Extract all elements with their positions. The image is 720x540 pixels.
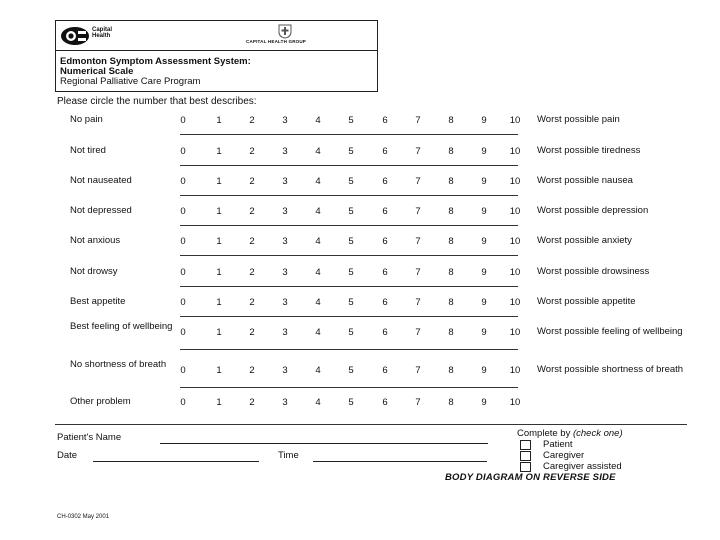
- scale-number[interactable]: 9: [481, 365, 487, 376]
- scale-number[interactable]: 2: [249, 297, 255, 308]
- scale-number[interactable]: 2: [249, 146, 255, 157]
- scale-number[interactable]: 5: [348, 267, 354, 278]
- row-left-label: Best feeling of wellbeing: [70, 321, 173, 332]
- scale-number[interactable]: 2: [249, 176, 255, 187]
- scale-number[interactable]: 1: [216, 236, 222, 247]
- scale-number[interactable]: 7: [415, 397, 421, 408]
- scale-number[interactable]: 8: [448, 146, 454, 157]
- scale-number[interactable]: 5: [348, 176, 354, 187]
- caregiver-checkbox[interactable]: [520, 451, 531, 461]
- scale-number[interactable]: 1: [216, 146, 222, 157]
- caregiver-option-label: Caregiver: [543, 450, 585, 461]
- header-right-divider: [377, 20, 378, 92]
- scale-number[interactable]: 9: [481, 267, 487, 278]
- scale-number[interactable]: 9: [481, 397, 487, 408]
- section-divider: [55, 424, 687, 425]
- scale-number[interactable]: 6: [382, 206, 388, 217]
- capital-health-logo-icon: [60, 26, 90, 46]
- instruction: Please circle the number that best describes:: [57, 96, 257, 107]
- row-right-label: Worst possible drowsiness: [537, 266, 650, 277]
- scale-number[interactable]: 9: [481, 146, 487, 157]
- scale-number[interactable]: 8: [448, 397, 454, 408]
- row-right-label: Worst possible anxiety: [537, 235, 632, 246]
- scale-number[interactable]: 4: [315, 146, 321, 157]
- scale-number[interactable]: 1: [216, 176, 222, 187]
- scale-number[interactable]: 2: [249, 115, 255, 126]
- scale-number[interactable]: 9: [481, 236, 487, 247]
- scale-number[interactable]: 7: [415, 146, 421, 157]
- scale-number[interactable]: 4: [315, 267, 321, 278]
- scale-number[interactable]: 3: [282, 176, 288, 187]
- scale-number[interactable]: 7: [415, 236, 421, 247]
- row-rule: [180, 134, 518, 135]
- scale-number[interactable]: 10: [509, 176, 521, 187]
- scale-number[interactable]: 2: [249, 236, 255, 247]
- row-right-label: Worst possible appetite: [537, 296, 636, 307]
- scale-number[interactable]: 2: [249, 206, 255, 217]
- row-right-label: Worst possible nausea: [537, 175, 633, 186]
- scale-number[interactable]: 6: [382, 327, 388, 338]
- org-name-line2: Health: [92, 33, 111, 39]
- scale-number[interactable]: 4: [315, 176, 321, 187]
- program-name: Regional Palliative Care Program: [60, 76, 201, 87]
- row-rule: [180, 165, 518, 166]
- row-right-label: Worst possible feeling of wellbeing: [537, 326, 683, 337]
- scale-number[interactable]: 4: [315, 397, 321, 408]
- scale-number[interactable]: 10: [509, 297, 521, 308]
- scale-number[interactable]: 8: [448, 365, 454, 376]
- scale-number[interactable]: 6: [382, 115, 388, 126]
- scale-number[interactable]: 5: [348, 327, 354, 338]
- scale-number[interactable]: 5: [348, 146, 354, 157]
- scale-number[interactable]: 3: [282, 327, 288, 338]
- row-rule: [180, 316, 518, 317]
- scale-number[interactable]: 1: [216, 365, 222, 376]
- scale-number[interactable]: 4: [315, 297, 321, 308]
- scale-number[interactable]: 1: [216, 206, 222, 217]
- scale-number[interactable]: 0: [180, 146, 186, 157]
- scale-number[interactable]: 0: [180, 115, 186, 126]
- row-rule: [180, 349, 518, 350]
- row-left-label: Not drowsy: [70, 266, 118, 277]
- scale-number[interactable]: 6: [382, 267, 388, 278]
- scale-number[interactable]: 5: [348, 397, 354, 408]
- crest-icon: [278, 24, 292, 39]
- date-label: Date: [57, 450, 78, 461]
- scale-number[interactable]: 10: [509, 267, 521, 278]
- scale-number[interactable]: 3: [282, 206, 288, 217]
- scale-number[interactable]: 10: [509, 397, 521, 408]
- scale-number[interactable]: 3: [282, 365, 288, 376]
- scale-number[interactable]: 1: [216, 397, 222, 408]
- scale-number[interactable]: 0: [180, 365, 186, 376]
- scale-number[interactable]: 7: [415, 297, 421, 308]
- patient-name-label: Patient's Name: [57, 432, 122, 443]
- form-code: CH-0302 May 2001: [57, 514, 110, 520]
- scale-number[interactable]: 0: [180, 297, 186, 308]
- row-left-label: Not tired: [70, 145, 106, 156]
- scale-number[interactable]: 9: [481, 176, 487, 187]
- scale-number[interactable]: 2: [249, 327, 255, 338]
- row-right-label: Worst possible depression: [537, 205, 649, 216]
- complete-by-heading: [517, 428, 623, 439]
- patient-checkbox[interactable]: [520, 440, 531, 450]
- scale-number[interactable]: 1: [216, 267, 222, 278]
- complete-by-hint: (check one): [572, 428, 623, 439]
- scale-number[interactable]: 10: [509, 365, 521, 376]
- time-field[interactable]: [313, 461, 487, 462]
- scale-number[interactable]: 8: [448, 297, 454, 308]
- scale-number[interactable]: 1: [216, 327, 222, 338]
- org-name: [92, 27, 112, 39]
- org-name-line1: Capital: [92, 27, 113, 33]
- patient-option-label: Patient: [543, 439, 573, 450]
- scale-number[interactable]: 0: [180, 176, 186, 187]
- scale-number[interactable]: 4: [315, 206, 321, 217]
- scale-number[interactable]: 6: [382, 146, 388, 157]
- scale-number[interactable]: 0: [180, 267, 186, 278]
- scale-number[interactable]: 9: [481, 206, 487, 217]
- patient-name-field[interactable]: [160, 443, 488, 444]
- scale-number[interactable]: 10: [509, 146, 521, 157]
- scale-number[interactable]: 6: [382, 176, 388, 187]
- scale-number[interactable]: 1: [216, 115, 222, 126]
- scale-number[interactable]: 6: [382, 397, 388, 408]
- scale-number[interactable]: 7: [415, 267, 421, 278]
- date-field[interactable]: [93, 461, 259, 462]
- complete-by-prefix: Complete by: [517, 428, 571, 439]
- scale-number[interactable]: 6: [382, 297, 388, 308]
- scale-number[interactable]: 9: [481, 297, 487, 308]
- row-left-label: Best appetite: [70, 296, 126, 307]
- scale-number[interactable]: 4: [315, 327, 321, 338]
- scale-number[interactable]: 0: [180, 236, 186, 247]
- scale-number[interactable]: 8: [448, 267, 454, 278]
- scale-number[interactable]: 4: [315, 365, 321, 376]
- scale-number[interactable]: 5: [348, 236, 354, 247]
- scale-number[interactable]: 7: [415, 365, 421, 376]
- scale-number[interactable]: 7: [415, 176, 421, 187]
- row-rule: [180, 286, 518, 287]
- form-subtitle: Numerical Scale: [60, 66, 134, 77]
- scale-number[interactable]: 6: [382, 236, 388, 247]
- row-left-label: No shortness of breath: [70, 359, 167, 370]
- scale-number[interactable]: 0: [180, 397, 186, 408]
- scale-number[interactable]: 3: [282, 267, 288, 278]
- row-rule: [180, 387, 518, 388]
- caregiver-assisted-option-label: Caregiver assisted: [543, 461, 622, 472]
- scale-number[interactable]: 9: [481, 115, 487, 126]
- row-left-label: Not anxious: [70, 235, 121, 246]
- row-left-label: No pain: [70, 114, 103, 125]
- scale-number[interactable]: 5: [348, 115, 354, 126]
- scale-number[interactable]: 2: [249, 267, 255, 278]
- scale-number[interactable]: 0: [180, 327, 186, 338]
- scale-number[interactable]: 10: [509, 236, 521, 247]
- form-title: Edmonton Symptom Assessment System:: [60, 56, 251, 67]
- row-left-label: Not depressed: [70, 205, 132, 216]
- body-diagram-note: BODY DIAGRAM ON REVERSE SIDE: [445, 472, 616, 483]
- scale-number[interactable]: 10: [509, 115, 521, 126]
- scale-number[interactable]: 2: [249, 365, 255, 376]
- row-left-label: Other problem: [70, 396, 131, 407]
- row-rule: [180, 255, 518, 256]
- scale-number[interactable]: 8: [448, 327, 454, 338]
- scale-number[interactable]: 1: [216, 297, 222, 308]
- scale-number[interactable]: 5: [348, 297, 354, 308]
- scale-number[interactable]: 10: [509, 206, 521, 217]
- row-right-label: Worst possible shortness of breath: [537, 364, 684, 375]
- scale-number[interactable]: 7: [415, 327, 421, 338]
- time-label: Time: [278, 450, 299, 461]
- scale-number[interactable]: 3: [282, 115, 288, 126]
- group-name: CAPITAL HEALTH GROUP: [246, 39, 306, 44]
- row-left-label: Not nauseated: [70, 175, 132, 186]
- scale-number[interactable]: 3: [282, 236, 288, 247]
- scale-number[interactable]: 5: [348, 206, 354, 217]
- scale-number[interactable]: 4: [315, 115, 321, 126]
- scale-number[interactable]: 3: [282, 397, 288, 408]
- scale-number[interactable]: 8: [448, 115, 454, 126]
- row-rule: [180, 225, 518, 226]
- caregiver-assisted-checkbox[interactable]: [520, 462, 531, 472]
- scale-number[interactable]: 8: [448, 176, 454, 187]
- scale-number[interactable]: 5: [348, 365, 354, 376]
- scale-number[interactable]: 7: [415, 206, 421, 217]
- scale-number[interactable]: 7: [415, 115, 421, 126]
- scale-number[interactable]: 4: [315, 236, 321, 247]
- scale-number[interactable]: 8: [448, 206, 454, 217]
- scale-number[interactable]: 9: [481, 327, 487, 338]
- row-right-label: Worst possible pain: [537, 114, 620, 125]
- scale-number[interactable]: 2: [249, 397, 255, 408]
- scale-number[interactable]: 6: [382, 365, 388, 376]
- scale-number[interactable]: 0: [180, 206, 186, 217]
- scale-number[interactable]: 3: [282, 146, 288, 157]
- row-rule: [180, 195, 518, 196]
- scale-number[interactable]: 8: [448, 236, 454, 247]
- row-right-label: Worst possible tiredness: [537, 145, 641, 156]
- scale-number[interactable]: 3: [282, 297, 288, 308]
- scale-number[interactable]: 10: [509, 327, 521, 338]
